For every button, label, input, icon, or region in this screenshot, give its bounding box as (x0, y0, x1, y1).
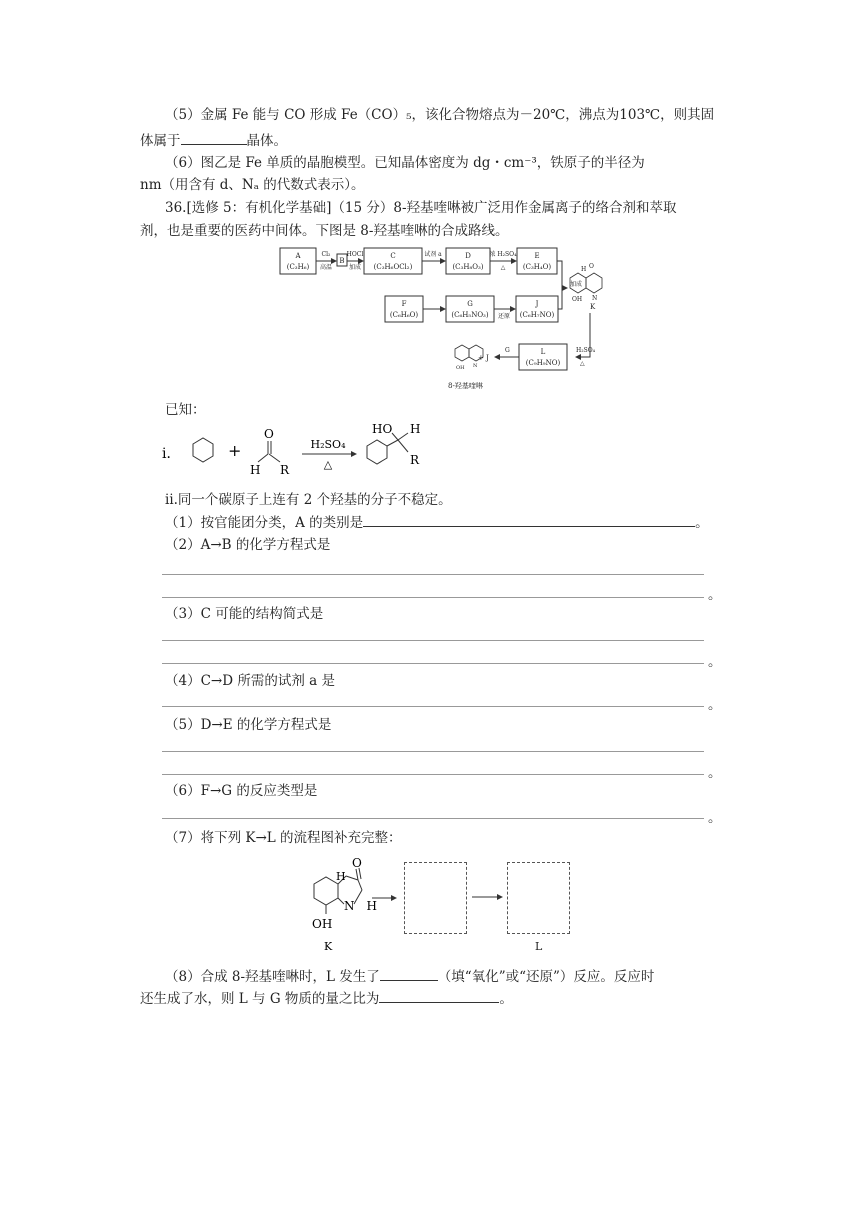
known-reaction-i (160, 420, 460, 478)
product-benzene-ring (367, 440, 387, 464)
product-h: H (410, 422, 421, 436)
answer-line[interactable] (162, 574, 704, 575)
answer-line[interactable] (162, 818, 704, 819)
period: 。 (695, 515, 709, 531)
q6-line1: （6）图乙是 Fe 单质的晶胞模型。已知晶体密度为 dg・cm⁻³，铁原子的半径为 (165, 155, 645, 171)
question-4: （4）C→D 所需的试剂 a 是 (165, 673, 335, 689)
q8-line2-pre: 还生成了水，则 L 与 G 物质的量之比为 (140, 991, 380, 1007)
intermediate-answer-box[interactable] (404, 862, 467, 934)
cond-huanyuan: 还原 (497, 313, 511, 320)
label-e: E (534, 252, 540, 260)
kl-h-label: H (336, 870, 346, 883)
known-i-label: ⅰ． (162, 446, 181, 462)
known-cond-h2so4: H₂SO₄ (310, 438, 346, 451)
cond-cl2: Cl₂ (321, 251, 331, 258)
aldehyde-r: R (280, 463, 290, 477)
hq-oh-label: OH (456, 365, 465, 371)
answer-blank[interactable] (380, 967, 438, 981)
cond-h2so4: H₂SO₄ (576, 347, 596, 354)
formula-l: (C₉H₉NO) (525, 359, 561, 367)
q8-line2-post: 。 (499, 991, 513, 1007)
formula-g: (C₆H₅NO₃) (451, 311, 489, 319)
q5-line2 (140, 131, 287, 150)
aldehyde-o: O (264, 427, 274, 441)
period: 。 (708, 587, 722, 603)
kl-nh-label: N H (344, 899, 377, 913)
q5-line1: （5）金属 Fe 能与 CO 形成 Fe（CO）₅，该化合物熔点为－20℃，沸点为103℃，则其固 (165, 107, 715, 123)
q8-line1-post: （填“氧化”或“还原”）反应。反应时 (437, 969, 655, 985)
formula-a: (C₃H₆) (286, 263, 310, 271)
period: 。 (708, 654, 722, 670)
formula-f: (C₆H₆O) (389, 311, 419, 319)
period: 。 (708, 810, 722, 826)
known-ii: ⅱ.同一个碳原子上连有 2 个羟基的分子不稳定。 (165, 492, 452, 508)
period: 。 (708, 765, 722, 781)
answer-line[interactable] (162, 751, 704, 752)
q36-line2: 剂，也是重要的医药中间体。下图是 8-羟基喹啉的合成路线。 (140, 223, 509, 239)
answer-line[interactable] (162, 597, 704, 598)
label-a: A (295, 252, 301, 260)
period: 。 (708, 697, 722, 713)
q36-line1: 36.[选修 5：有机化学基础]（15 分）8-羟基喹啉被广泛用作金属离子的络合剂和萃取 (165, 200, 677, 216)
cond-gaowen: 高温 (319, 264, 333, 271)
arrow-to-l (470, 890, 508, 904)
cond-delta: △ (500, 264, 506, 271)
question-1 (165, 513, 709, 532)
question-7: （7）将下列 K→L 的流程图补充完整： (165, 830, 402, 846)
formula-d: (C₃H₈O₃) (452, 263, 484, 271)
hq-n-label: N (473, 363, 478, 369)
answer-blank[interactable] (379, 989, 499, 1003)
label-g: G (467, 300, 473, 308)
cond-jiacheng: 加成 (348, 264, 362, 271)
answer-line[interactable] (162, 774, 704, 775)
product-name: 8-羟基喹啉 (448, 382, 483, 390)
l-label: L (535, 940, 543, 953)
plus-j: + J (478, 354, 489, 362)
q8-line2 (140, 989, 513, 1008)
kl-o-label: O (352, 856, 362, 870)
cond-nong-h2so4: 浓 H₂SO₄ (489, 251, 517, 258)
question-5: （5）D→E 的化学方程式是 (165, 717, 332, 733)
answer-line[interactable] (162, 706, 704, 707)
k-oh-label: OH (572, 296, 583, 303)
k-n-label: N (592, 295, 598, 302)
label-d: D (465, 252, 471, 260)
l-answer-box[interactable] (507, 862, 570, 934)
formula-e: (C₃H₄O) (522, 263, 552, 271)
q5-line2-pre: 体属于 (140, 133, 181, 149)
cond-g: G (505, 347, 510, 354)
k-label: K (590, 303, 596, 311)
cond-delta2: △ (580, 360, 585, 367)
answer-blank[interactable] (181, 131, 247, 145)
aldehyde-h: H (250, 463, 261, 477)
formula-j: (C₆H₇NO) (519, 311, 555, 319)
k-h-label: H (581, 266, 587, 273)
question-6: （6）F→G 的反应类型是 (165, 783, 318, 799)
answer-line[interactable] (162, 663, 704, 664)
cond-hocl: HOCl (346, 251, 364, 258)
kl-oh-label: OH (312, 917, 333, 931)
known-title: 已知： (165, 402, 206, 418)
question-1-text: （1）按官能团分类，A 的类别是 (165, 515, 364, 531)
q6-line2: nm（用含有 d、Nₐ 的代数式表示）。 (140, 177, 365, 193)
label-c: C (390, 252, 396, 260)
kl-k-label: K (324, 940, 333, 953)
synthesis-scheme (270, 238, 610, 398)
k-o-label: O (589, 263, 594, 270)
label-b: B (339, 257, 345, 265)
q8-line1-pre: （8）合成 8-羟基喹啉时，L 发生了 (165, 969, 380, 985)
label-j: J (535, 300, 539, 308)
answer-line[interactable] (162, 640, 704, 641)
label-l: L (540, 348, 546, 356)
product-r: R (410, 453, 420, 467)
cond-shiji: 试剂 a (424, 251, 442, 258)
question-3: （3）C 可能的结构简式是 (165, 606, 324, 622)
formula-c: (C₃H₆OCl₂) (373, 263, 413, 271)
cond-jiacheng2: 加成 (570, 281, 583, 288)
benzene-ring (193, 438, 213, 462)
label-f: F (401, 300, 407, 308)
known-cond-delta: △ (323, 458, 333, 471)
answer-blank[interactable] (363, 513, 695, 527)
q8-line1 (165, 967, 654, 986)
q5-line2-post: 晶体。 (246, 133, 287, 149)
question-2: （2）A→B 的化学方程式是 (165, 537, 331, 553)
product-ho: HO (372, 422, 393, 436)
plus-sign: + (228, 441, 242, 460)
